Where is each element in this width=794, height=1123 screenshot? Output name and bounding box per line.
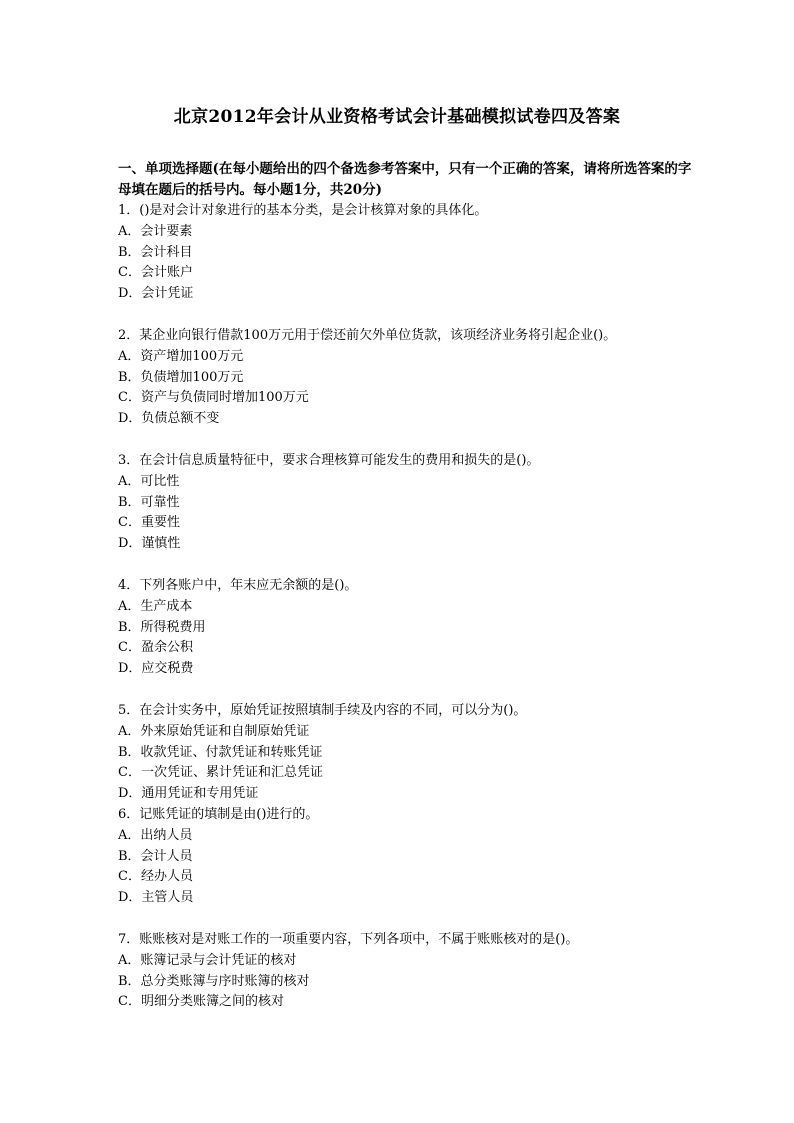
option-a: A．出纳人员: [118, 827, 193, 843]
option-a: A．资产增加100万元: [118, 348, 244, 364]
option-d: D．应交税费: [118, 661, 194, 677]
option-d: D．会计凭证: [118, 286, 194, 302]
option-c: C．重要性: [118, 515, 180, 531]
option-b: B．所得税费用: [118, 619, 206, 635]
question-stem: 3．在会计信息质量特征中，要求合理核算可能发生的费用和损失的是()。: [118, 452, 540, 468]
question-7: [118, 930, 698, 1013]
section-heading: 一、单项选择题(在每小题给出的四个备选参考答案中，只有一个正确的答案，请将所选答案的字母填在题后的括号内。每小题1分，共20分): [118, 161, 692, 198]
option-a: A．外来原始凭证和自制原始凭证: [118, 723, 310, 739]
option-d: D．主管人员: [118, 890, 194, 906]
option-b: B．总分类账簿与序时账簿的核对: [118, 973, 310, 989]
option-d: D．谨慎性: [118, 536, 181, 552]
question-stem: 6．记账凭证的填制是由()进行的。: [118, 806, 319, 822]
question-4: [118, 576, 698, 680]
document-title: 北京2012年会计从业资格考试会计基础模拟试卷四及答案: [173, 107, 621, 127]
option-c: C．会计账户: [118, 265, 193, 281]
option-b: B．收款凭证、付款凭证和转账凭证: [118, 744, 323, 760]
option-d: D．负债总额不变: [118, 411, 220, 427]
question-stem: 7．账账核对是对账工作的一项重要内容，下列各项中，不属于账账核对的是()。: [118, 931, 579, 947]
option-a: A．会计要素: [118, 223, 193, 239]
question-stem: 1．()是对会计对象进行的基本分类，是会计核算对象的具体化。: [118, 203, 488, 218]
option-c: C．明细分类账簿之间的核对: [118, 994, 284, 1010]
option-b: B．会计人员: [118, 848, 193, 864]
option-a: A．可比性: [118, 473, 180, 489]
question-1: [118, 201, 698, 305]
option-a: A．账簿记录与会计凭证的核对: [118, 952, 297, 968]
question-stem: 2．某企业向银行借款100万元用于偿还前欠外单位货款，该项经济业务将引起企业()。: [118, 327, 617, 343]
option-c: C．经办人员: [118, 869, 193, 885]
option-c: C．盈余公积: [118, 640, 193, 656]
question-5: [118, 701, 698, 805]
option-c: C．一次凭证、累计凭证和汇总凭证: [118, 765, 323, 781]
question-6: [118, 805, 698, 909]
option-b: B．负债增加100万元: [118, 369, 244, 385]
question-stem: 5．在会计实务中，原始凭证按照填制手续及内容的不同，可以分为()。: [118, 702, 527, 718]
option-b: B．会计科目: [118, 244, 193, 260]
question-2: [118, 326, 698, 430]
question-stem: 4．下列各账户中，年末应无余额的是()。: [118, 577, 358, 593]
option-c: C．资产与负债同时增加100万元: [118, 390, 309, 406]
question-3: [118, 451, 698, 555]
option-d: D．通用凭证和专用凭证: [118, 786, 259, 802]
option-a: A．生产成本: [118, 598, 193, 614]
option-b: B．可靠性: [118, 494, 180, 510]
document-body: [118, 159, 698, 1013]
